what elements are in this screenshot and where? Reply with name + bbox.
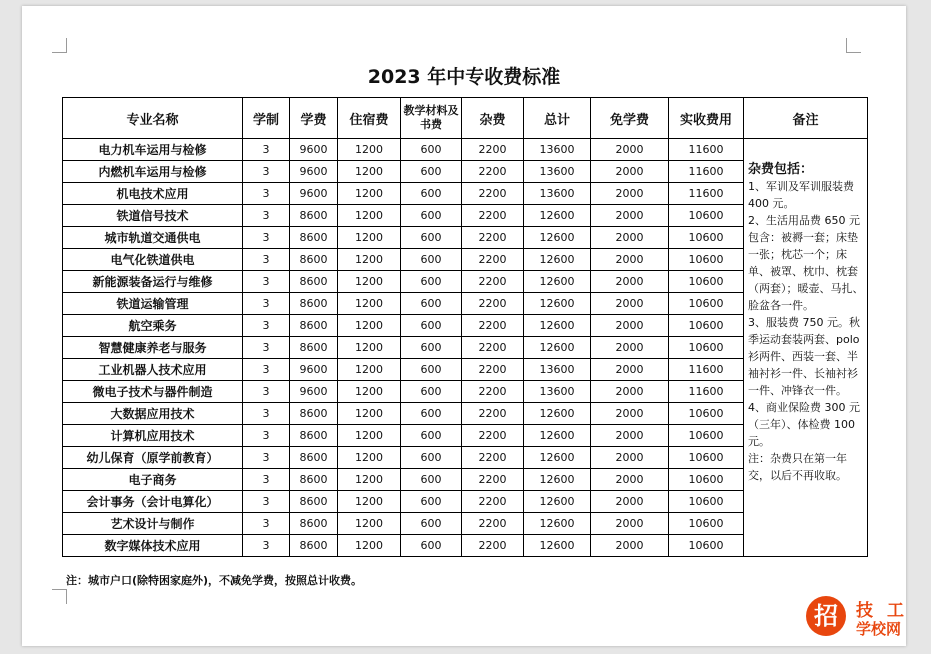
cell-tuition: 8600 — [290, 513, 338, 535]
cell-waiver: 2000 — [591, 535, 669, 557]
cell-materials: 600 — [401, 359, 462, 381]
header-actual: 实收费用 — [669, 98, 744, 139]
cell-misc: 2200 — [462, 205, 524, 227]
cell-waiver: 2000 — [591, 293, 669, 315]
header-total: 总计 — [524, 98, 591, 139]
cell-misc: 2200 — [462, 271, 524, 293]
cell-dorm: 1200 — [338, 249, 401, 271]
cell-actual: 10600 — [669, 227, 744, 249]
cell-major: 幼儿保育（原学前教育） — [63, 447, 243, 469]
cell-actual: 10600 — [669, 447, 744, 469]
cell-materials: 600 — [401, 535, 462, 557]
cell-actual: 10600 — [669, 249, 744, 271]
crop-mark-top-left — [52, 38, 67, 53]
cell-duration: 3 — [243, 359, 290, 381]
cell-tuition: 8600 — [290, 293, 338, 315]
cell-waiver: 2000 — [591, 161, 669, 183]
cell-materials: 600 — [401, 447, 462, 469]
cell-tuition: 9600 — [290, 359, 338, 381]
cell-misc: 2200 — [462, 513, 524, 535]
cell-misc: 2200 — [462, 425, 524, 447]
cell-dorm: 1200 — [338, 227, 401, 249]
remark-title: 杂费包括： — [748, 162, 814, 177]
cell-materials: 600 — [401, 513, 462, 535]
table-header-row — [63, 98, 868, 139]
crop-mark-bottom-left — [52, 589, 67, 604]
logo-text-line2: 学校网 — [856, 620, 902, 638]
cell-tuition: 8600 — [290, 315, 338, 337]
cell-actual: 10600 — [669, 205, 744, 227]
cell-total: 12600 — [524, 535, 591, 557]
remark-line: 1、军训及军训服装费 400 元。 — [748, 180, 854, 210]
cell-total: 12600 — [524, 227, 591, 249]
cell-materials: 600 — [401, 337, 462, 359]
cell-tuition: 8600 — [290, 535, 338, 557]
cell-waiver: 2000 — [591, 249, 669, 271]
cell-tuition: 8600 — [290, 403, 338, 425]
cell-dorm: 1200 — [338, 425, 401, 447]
cell-dorm: 1200 — [338, 315, 401, 337]
cell-total: 12600 — [524, 205, 591, 227]
cell-duration: 3 — [243, 249, 290, 271]
cell-major: 微电子技术与器件制造 — [63, 381, 243, 403]
header-tuition: 学费 — [290, 98, 338, 139]
cell-waiver: 2000 — [591, 359, 669, 381]
cell-dorm: 1200 — [338, 491, 401, 513]
cell-actual: 10600 — [669, 425, 744, 447]
cell-tuition: 8600 — [290, 425, 338, 447]
cell-waiver: 2000 — [591, 381, 669, 403]
cell-duration: 3 — [243, 293, 290, 315]
cell-materials: 600 — [401, 205, 462, 227]
cell-misc: 2200 — [462, 381, 524, 403]
cell-materials: 600 — [401, 403, 462, 425]
cell-major: 内燃机车运用与检修 — [63, 161, 243, 183]
cell-duration: 3 — [243, 469, 290, 491]
cell-total: 12600 — [524, 469, 591, 491]
cell-total: 13600 — [524, 139, 591, 161]
header-misc: 杂费 — [462, 98, 524, 139]
logo-icon: 招 — [806, 596, 846, 636]
cell-tuition: 8600 — [290, 337, 338, 359]
cell-dorm: 1200 — [338, 447, 401, 469]
cell-total: 12600 — [524, 403, 591, 425]
remark-line: 注：杂费只在第一年交，以后不再收取。 — [748, 452, 847, 482]
header-materials: 教学材料及书费 — [401, 98, 462, 139]
document-page — [22, 6, 906, 646]
cell-major: 航空乘务 — [63, 315, 243, 337]
cell-waiver: 2000 — [591, 183, 669, 205]
cell-actual: 10600 — [669, 337, 744, 359]
cell-major: 艺术设计与制作 — [63, 513, 243, 535]
cell-tuition: 9600 — [290, 139, 338, 161]
cell-dorm: 1200 — [338, 469, 401, 491]
cell-total: 13600 — [524, 381, 591, 403]
cell-misc: 2200 — [462, 293, 524, 315]
cell-misc: 2200 — [462, 315, 524, 337]
remark-line: 4、商业保险费 300 元（三年）、体检费 100 元。 — [748, 401, 860, 448]
cell-total: 12600 — [524, 491, 591, 513]
cell-duration: 3 — [243, 381, 290, 403]
remark-cell — [744, 139, 868, 557]
cell-actual: 10600 — [669, 513, 744, 535]
remark-line: 2、生活用品费 650 元包含：被褥一套；床垫一张；枕芯一个；床单、被罩、枕巾、枕套（两套）；暖壶、马扎、脸盆各一件。 — [748, 214, 864, 312]
cell-dorm: 1200 — [338, 139, 401, 161]
cell-total: 13600 — [524, 183, 591, 205]
footnote: 注：城市户口(除特困家庭外)，不减免学费，按照总计收费。 — [66, 574, 363, 587]
cell-tuition: 9600 — [290, 161, 338, 183]
cell-materials: 600 — [401, 381, 462, 403]
cell-dorm: 1200 — [338, 535, 401, 557]
cell-waiver: 2000 — [591, 513, 669, 535]
cell-major: 电气化铁道供电 — [63, 249, 243, 271]
header-remark: 备注 — [744, 98, 868, 139]
cell-duration: 3 — [243, 183, 290, 205]
header-waiver: 免学费 — [591, 98, 669, 139]
cell-misc: 2200 — [462, 403, 524, 425]
cell-tuition: 8600 — [290, 491, 338, 513]
cell-tuition: 8600 — [290, 227, 338, 249]
cell-duration: 3 — [243, 403, 290, 425]
cell-waiver: 2000 — [591, 271, 669, 293]
header-duration: 学制 — [243, 98, 290, 139]
cell-waiver: 2000 — [591, 491, 669, 513]
cell-misc: 2200 — [462, 469, 524, 491]
cell-duration: 3 — [243, 205, 290, 227]
cell-major: 铁道信号技术 — [63, 205, 243, 227]
cell-materials: 600 — [401, 491, 462, 513]
cell-misc: 2200 — [462, 337, 524, 359]
cell-major: 城市轨道交通供电 — [63, 227, 243, 249]
cell-duration: 3 — [243, 337, 290, 359]
cell-tuition: 8600 — [290, 249, 338, 271]
cell-duration: 3 — [243, 491, 290, 513]
cell-major: 计算机应用技术 — [63, 425, 243, 447]
cell-actual: 10600 — [669, 403, 744, 425]
cell-actual: 11600 — [669, 359, 744, 381]
cell-dorm: 1200 — [338, 359, 401, 381]
cell-misc: 2200 — [462, 227, 524, 249]
cell-duration: 3 — [243, 315, 290, 337]
cell-duration: 3 — [243, 161, 290, 183]
cell-dorm: 1200 — [338, 513, 401, 535]
cell-materials: 600 — [401, 183, 462, 205]
cell-misc: 2200 — [462, 161, 524, 183]
cell-waiver: 2000 — [591, 315, 669, 337]
cell-materials: 600 — [401, 161, 462, 183]
cell-materials: 600 — [401, 227, 462, 249]
cell-waiver: 2000 — [591, 403, 669, 425]
cell-actual: 10600 — [669, 491, 744, 513]
cell-waiver: 2000 — [591, 425, 669, 447]
cell-waiver: 2000 — [591, 447, 669, 469]
cell-major: 数字媒体技术应用 — [63, 535, 243, 557]
cell-actual: 11600 — [669, 381, 744, 403]
cell-actual: 11600 — [669, 161, 744, 183]
cell-major: 电力机车运用与检修 — [63, 139, 243, 161]
cell-major: 新能源装备运行与维修 — [63, 271, 243, 293]
cell-waiver: 2000 — [591, 139, 669, 161]
cell-tuition: 8600 — [290, 447, 338, 469]
site-watermark-logo — [806, 596, 926, 646]
cell-misc: 2200 — [462, 359, 524, 381]
cell-actual: 10600 — [669, 293, 744, 315]
cell-major: 机电技术应用 — [63, 183, 243, 205]
cell-dorm: 1200 — [338, 381, 401, 403]
remark-line: 3、服装费 750 元。秋季运动套装两套、polo 衫两件、西装一套、半袖衬衫一件、长袖衬衫一件、冲锋衣一件。 — [748, 316, 860, 397]
cell-dorm: 1200 — [338, 337, 401, 359]
cell-major: 工业机器人技术应用 — [63, 359, 243, 381]
cell-actual: 11600 — [669, 183, 744, 205]
cell-major: 智慧健康养老与服务 — [63, 337, 243, 359]
cell-waiver: 2000 — [591, 227, 669, 249]
fee-table — [62, 97, 868, 557]
cell-tuition: 8600 — [290, 205, 338, 227]
cell-waiver: 2000 — [591, 337, 669, 359]
cell-dorm: 1200 — [338, 293, 401, 315]
cell-total: 12600 — [524, 337, 591, 359]
cell-total: 12600 — [524, 249, 591, 271]
cell-tuition: 8600 — [290, 271, 338, 293]
cell-major: 会计事务（会计电算化） — [63, 491, 243, 513]
cell-tuition: 9600 — [290, 183, 338, 205]
cell-total: 12600 — [524, 315, 591, 337]
cell-duration: 3 — [243, 271, 290, 293]
cell-duration: 3 — [243, 425, 290, 447]
cell-dorm: 1200 — [338, 271, 401, 293]
cell-duration: 3 — [243, 227, 290, 249]
cell-dorm: 1200 — [338, 205, 401, 227]
cell-total: 12600 — [524, 271, 591, 293]
cell-misc: 2200 — [462, 447, 524, 469]
cell-waiver: 2000 — [591, 205, 669, 227]
cell-duration: 3 — [243, 513, 290, 535]
table-row — [63, 139, 868, 161]
cell-total: 12600 — [524, 293, 591, 315]
cell-dorm: 1200 — [338, 403, 401, 425]
cell-actual: 10600 — [669, 315, 744, 337]
cell-duration: 3 — [243, 139, 290, 161]
header-dorm: 住宿费 — [338, 98, 401, 139]
cell-misc: 2200 — [462, 183, 524, 205]
cell-major: 铁道运输管理 — [63, 293, 243, 315]
cell-misc: 2200 — [462, 249, 524, 271]
cell-major: 大数据应用技术 — [63, 403, 243, 425]
cell-duration: 3 — [243, 535, 290, 557]
cell-misc: 2200 — [462, 139, 524, 161]
cell-misc: 2200 — [462, 491, 524, 513]
cell-materials: 600 — [401, 469, 462, 491]
cell-actual: 10600 — [669, 469, 744, 491]
header-major: 专业名称 — [63, 98, 243, 139]
cell-dorm: 1200 — [338, 183, 401, 205]
cell-actual: 10600 — [669, 271, 744, 293]
crop-mark-top-right — [846, 38, 861, 53]
cell-tuition: 9600 — [290, 381, 338, 403]
cell-materials: 600 — [401, 249, 462, 271]
cell-total: 13600 — [524, 161, 591, 183]
cell-materials: 600 — [401, 315, 462, 337]
cell-total: 13600 — [524, 359, 591, 381]
cell-materials: 600 — [401, 293, 462, 315]
cell-materials: 600 — [401, 425, 462, 447]
cell-dorm: 1200 — [338, 161, 401, 183]
cell-total: 12600 — [524, 447, 591, 469]
cell-duration: 3 — [243, 447, 290, 469]
logo-text-line1: 技工 — [856, 601, 918, 621]
cell-total: 12600 — [524, 425, 591, 447]
cell-tuition: 8600 — [290, 469, 338, 491]
cell-actual: 11600 — [669, 139, 744, 161]
cell-materials: 600 — [401, 271, 462, 293]
cell-actual: 10600 — [669, 535, 744, 557]
document-title: 2023 年中专收费标准 — [367, 66, 561, 88]
cell-materials: 600 — [401, 139, 462, 161]
cell-waiver: 2000 — [591, 469, 669, 491]
cell-misc: 2200 — [462, 535, 524, 557]
cell-major: 电子商务 — [63, 469, 243, 491]
cell-total: 12600 — [524, 513, 591, 535]
